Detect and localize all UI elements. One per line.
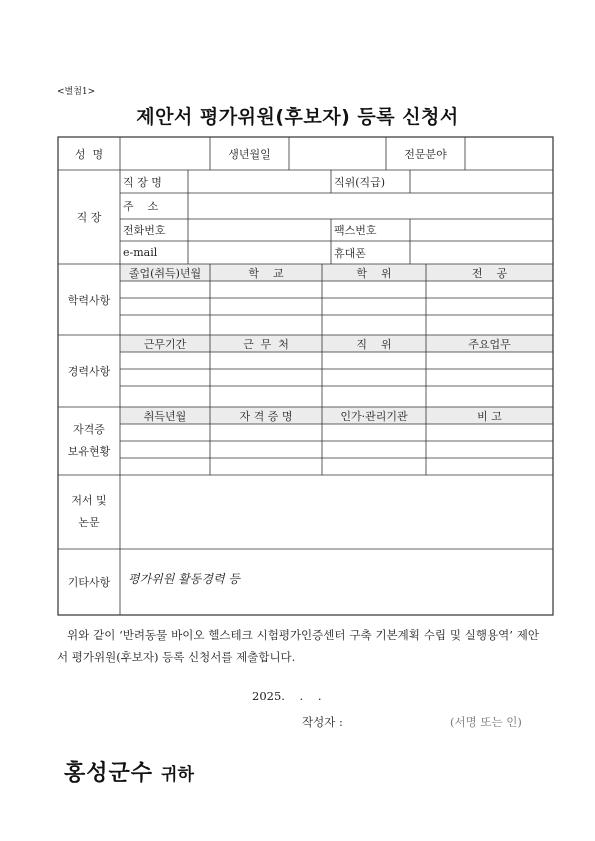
- certificates-header-name: 자 격 증 명: [239, 409, 293, 423]
- certificates-header-date: 취득년월: [143, 409, 187, 423]
- addressee-suffix: 귀하: [161, 765, 194, 785]
- publications-label-line1: 저서 및: [71, 494, 107, 507]
- education-header-school: 학 교: [248, 266, 284, 280]
- specialty-field[interactable]: [466, 138, 552, 169]
- career-header-duties: 주요업무: [468, 337, 511, 351]
- career-header-workplace: 근 무 처: [243, 337, 289, 351]
- author-label: 작성자 :: [302, 715, 343, 729]
- position-label: 직위(직급): [334, 175, 386, 189]
- etc-section-label: 기타사항: [67, 576, 111, 589]
- birth-date-label: 생년월일: [228, 147, 271, 161]
- career-header-position: 직 위: [356, 337, 392, 351]
- certificates-label-line2: 보유현황: [67, 445, 111, 458]
- email-field[interactable]: [189, 242, 330, 263]
- certificates-section-label: [58, 407, 120, 475]
- submission-date[interactable]: 2025. . .: [252, 689, 322, 703]
- page-title: 제안서 평가위원(후보자) 등록 신청서: [136, 106, 459, 128]
- job-section-label: 직 장: [76, 211, 102, 224]
- birth-date-field[interactable]: [290, 138, 385, 169]
- etc-field[interactable]: 평가위원 활동경력 등: [128, 572, 240, 586]
- certificates-label-line1: 자격증: [73, 423, 105, 436]
- education-section-label: 학력사항: [67, 293, 111, 307]
- appendix-label: <별첨1>: [57, 87, 96, 97]
- education-header-major: 전 공: [471, 266, 508, 280]
- workplace-label: 직 장 명: [123, 175, 162, 189]
- addressee-name: 홍성군수: [64, 761, 154, 786]
- publications-field[interactable]: [121, 476, 552, 548]
- address-label: 주 소: [123, 200, 159, 213]
- mobile-field[interactable]: [411, 242, 552, 263]
- fax-label: 팩스번호: [334, 224, 377, 237]
- workplace-field[interactable]: [189, 171, 330, 192]
- education-header-degree: 학 위: [356, 266, 392, 280]
- publications-section-label: [58, 475, 120, 549]
- name-field[interactable]: [121, 138, 209, 169]
- addressee: [64, 756, 194, 787]
- specialty-label: 전문분야: [404, 147, 447, 161]
- name-label: 성 명: [74, 147, 104, 161]
- address-field[interactable]: [189, 194, 552, 218]
- certificates-header-note: 비 고: [477, 409, 502, 423]
- education-header-date: 졸업(취득)년월: [128, 266, 202, 280]
- phone-label: 전화번호: [123, 224, 166, 237]
- career-header-period: 근무기간: [143, 337, 187, 351]
- career-rows[interactable]: [121, 353, 552, 406]
- email-label: e-mail: [123, 246, 158, 259]
- mobile-label: 휴대폰: [334, 246, 366, 260]
- certificates-header-authority: 인가·관리기관: [340, 409, 408, 423]
- position-field[interactable]: [411, 171, 552, 192]
- fax-field[interactable]: [411, 220, 552, 240]
- career-section-label: 경력사항: [67, 365, 111, 378]
- signature-hint[interactable]: (서명 또는 인): [450, 715, 522, 729]
- certificates-rows[interactable]: [121, 425, 552, 474]
- declaration-text: 위와 같이 ‘반려동물 바이오 헬스테크 시험평가인증센터 구축 기본계획 수립 및 실행용역’ 제안서 평가위원(후보자) 등록 신청서를 제출합니다.: [57, 628, 539, 664]
- phone-field[interactable]: [189, 220, 330, 240]
- education-rows[interactable]: [121, 282, 552, 334]
- publications-label-line2: 논문: [78, 516, 100, 529]
